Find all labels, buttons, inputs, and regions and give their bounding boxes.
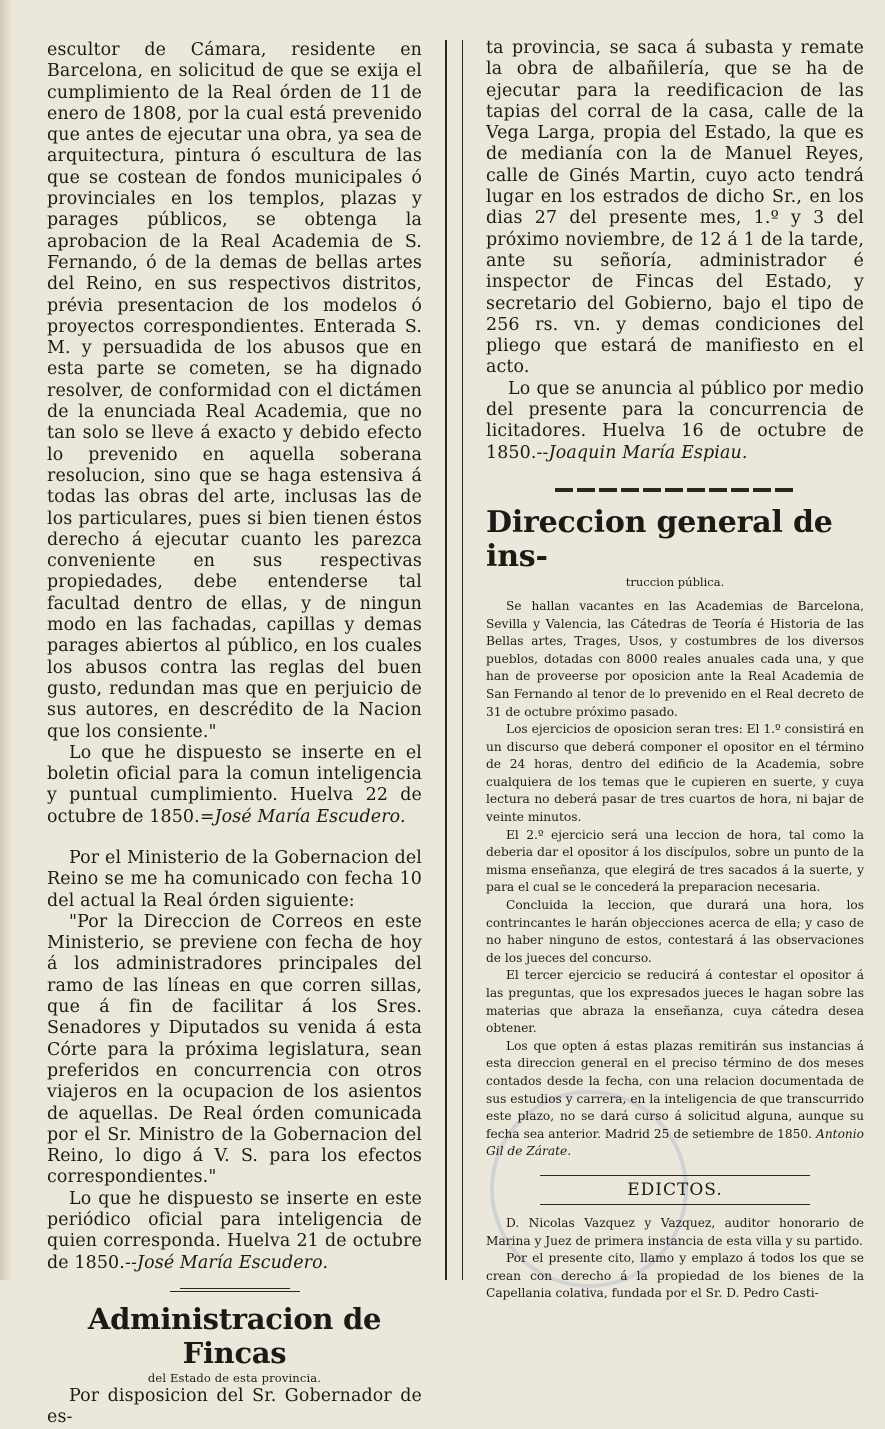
paragraph: Los que opten á estas plazas remitirán sus instancias á esta direccion general en el preciso término de dos meses contados desde la fecha, con una relacion documentada de sus estudios y carrera, en la inteligencia de que transcurrido este plazo, no se dará curso á solicitud alguna, aunque su fecha sea anterior. Madrid 25 de setiembre de 1850. Antonio Gil de Zárate. xyxy=(486,1038,864,1159)
paragraph: ta provincia, se saca á subasta y remate la obra de albañilería, que se ha de ejecutar para la reedificacion de las tapias del corral de la casa, calle de la Vega Larga, propia del Estado, la que es de medianía con la de Manuel Reyes, calle de Ginés Martin, cuyo acto tendrá lugar en los estrados de dicho Sr., en los dias 27 del presente mes, 1.º y 3 del próximo noviembre, de 12 á 1 de la tarde, ante su señoría, administrador é inspector de Fincas del Estado, y secretario del Gobierno, bajo el tipo de 256 rs. vn. y demas condiciones del pliego que estará de manifiesto en el acto. xyxy=(486,38,864,378)
edictos-heading: EDICTOS. xyxy=(627,1179,723,1200)
paragraph: Lo que se anuncia al público por medio del presente para la concurrencia de licitadores. Huelva 16 de octubre de 1850.--Joaquin María Espiau. xyxy=(486,378,864,463)
paragraph: D. Nicolas Vazquez y Vazquez, auditor honorario de Marina y Juez de primera instancia de esta villa y su partido. xyxy=(486,1215,864,1248)
left-column xyxy=(47,40,422,1428)
paragraph: "Por la Direccion de Correos en este Ministerio, se previene con fecha de hoy á los administradores principales del ramo de las líneas en que corren sillas, que á fin de facilitar á los Sres. Senadores y Diputados su venida á esta Córte para la próxima legislatura, sean preferidos en concurrencia con otros viajeros en la ocupacion de los asientos de aquellas. De Real órden comunicada por el Sr. Ministro de la Gobernacion del Reino, lo digo á V. S. para los efectos correspondientes." xyxy=(47,911,422,1188)
signature: Joaquin María Espiau. xyxy=(548,442,748,463)
paragraph: Por disposicion del Sr. Gobernador de es- xyxy=(47,1385,422,1428)
separator xyxy=(486,1204,864,1205)
paragraph: Los ejercicios de oposicion seran tres: El 1.º consistirá en un discurso que deberá componer el opositor en el término de 24 horas, dentro del edificio de la Academia, sobre cualquiera de los temas que le cupieren en suerte, y cuya lectura no deberá pasar de tres cuartos de hora, ni bajar de veinte minutos. xyxy=(486,722,864,825)
signature: =José María Escudero. xyxy=(199,806,406,827)
right-column xyxy=(486,38,864,1301)
page-edge xyxy=(0,0,12,1280)
paragraph: El 2.º ejercicio será una leccion de hora, tal como la deberia dar el opositor á los discípulos, sobre un punto de la misma enseñanza, que elegirá de tres sacados á la suerte, y para el cual se le concederá la preparacion necesaria. xyxy=(486,827,864,895)
section-subheading: truccion pública. xyxy=(625,574,725,589)
column-rule xyxy=(445,40,447,1280)
separator xyxy=(47,1288,422,1292)
signature: José María Escudero. xyxy=(137,1252,329,1273)
paragraph: escultor de Cámara, residente en Barcelona, en solicitud de que se exija el cumplimiento de la Real órden de 11 de enero de 1808, por la cual está prevenido que antes de ejecutar una obra, ya sea de arquitectura, pintura ó escultura de las que se costean de fondos municipales ó provinciales en los templos, plazas y parages públicos, se obtenga la aprobacion de la Real Academia de S. Fernando, ó de la demas de bellas artes del Reino, en sus respectivos distritos, prévia presentacion de los modelos ó proyectos correspondientes. Enterada S. M. y persuadida de los abusos que en esta parte se cometen, se ha dignado resolver, de conformidad con el dictámen de la enunciada Real Academia, que no tan solo se lleve á exacto y debido efecto lo prevenido en aquella soberana resolucion, sino que se haga estensiva á todas las obras del arte, inclusas las de los particulares, pues si bien tienen éstos derecho á ejecutar cuanto les parezca conveniente en sus respectivas propiedades, debe entenderse tal facultad dentro de ellas, y de ningun modo en las fachadas, capillas y demas parages abiertos al público, en los cuales los abusos contra las reglas del buen gusto, redundan mas que en perjuicio de sus autores, en descrédito de la Nacion que los consiente." xyxy=(47,40,422,742)
section-heading: Direccion general de ins- xyxy=(486,504,833,574)
section-heading: Administracion de Fincas xyxy=(87,1301,382,1370)
section-subheading: del Estado de esta provincia. xyxy=(147,1370,322,1385)
column-rule xyxy=(462,40,463,1280)
paragraph: Por el Ministerio de la Gobernacion del Reino se me ha comunicado con fecha 10 del actual la Real órden siguiente: xyxy=(47,847,422,911)
edictos-body xyxy=(486,1215,864,1303)
separator xyxy=(486,488,864,492)
paragraph: Concluida la leccion, que durará una hora, los contrincantes le harán objecciones acerca de ella; y caso de no haber ninguno de estos, contestará á las observaciones de los jueces del concurso. xyxy=(486,898,864,965)
signature: Antonio Gil de Zárate. xyxy=(486,1126,864,1159)
paragraph: Lo que he dispuesto se inserte en este periódico oficial para inteligencia de quien corresponda. Huelva 21 de octubre de 1850.--José María Escudero. xyxy=(47,1188,422,1273)
paragraph: Por el presente cito, llamo y emplazo á todos los que se crean con derecho á la propiedad de los bienes de la Capellania colativa, fundada por el Sr. D. Pedro Casti- xyxy=(486,1251,864,1301)
paragraph: El tercer ejercicio se reducirá á contestar el opositor á las preguntas, que los expresados jueces le hagan sobre las materias que abraza la enseñanza, cuya cátedra desea obtener. xyxy=(486,968,864,1036)
notice-body xyxy=(486,598,864,1161)
paragraph: Lo que he dispuesto se inserte en el boletin oficial para la comun inteligencia y puntual cumplimiento. Huelva 22 de octubre de 1850.=José María Escudero. xyxy=(47,742,422,827)
paragraph: Se hallan vacantes en las Academias de Barcelona, Sevilla y Valencia, las Cátedras de Teoría é Historia de las Bellas artes, Trages, Usos, y costumbres de los diversos pueblos, dotadas con 8000 reales anuales cada una, y que han de proveerse por oposicion ante la Real Academia de San Fernando al tenor de lo prevenido en el Real decreto de 31 de octubre próximo pasado. xyxy=(486,598,864,719)
separator xyxy=(486,1175,864,1176)
